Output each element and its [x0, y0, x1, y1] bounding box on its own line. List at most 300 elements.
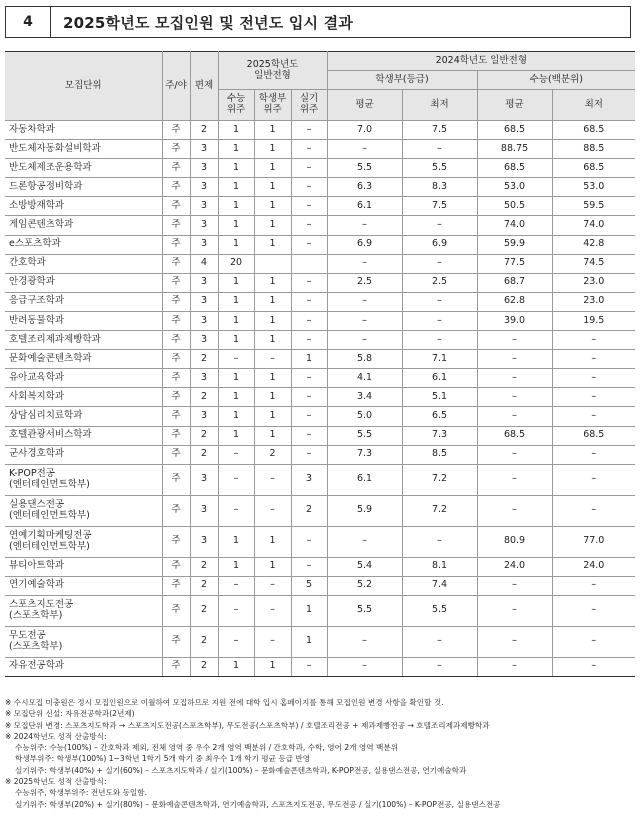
cell-practical-count: –	[291, 140, 327, 159]
cell-unit-name: 반려동물학과	[5, 311, 162, 330]
table-row	[5, 159, 635, 178]
cell-suneung-count: 1	[218, 557, 254, 576]
table-row	[5, 626, 635, 657]
cell-record-min: 8.5	[402, 445, 477, 464]
cell-day-night: 주	[162, 464, 190, 495]
cell-day-night: 주	[162, 657, 190, 676]
col-suneung-avg: 평균	[477, 90, 552, 121]
cell-record-min: –	[402, 331, 477, 350]
cell-practical-count: –	[291, 407, 327, 426]
cell-record-avg: 6.1	[327, 464, 402, 495]
table-row	[5, 235, 635, 254]
table-row	[5, 350, 635, 369]
cell-suneung-min: 53.0	[552, 178, 635, 197]
cell-day-night: 주	[162, 369, 190, 388]
cell-practical-count: –	[291, 657, 327, 676]
table-row	[5, 292, 635, 311]
cell-practical-count: –	[291, 557, 327, 576]
cell-quota: 3	[190, 331, 218, 350]
cell-quota: 4	[190, 254, 218, 273]
cell-practical-count: –	[291, 311, 327, 330]
cell-suneung-avg: –	[477, 388, 552, 407]
cell-record-avg: 5.8	[327, 350, 402, 369]
cell-practical-count: –	[291, 159, 327, 178]
cell-quota: 3	[190, 235, 218, 254]
cell-record-min: 7.5	[402, 197, 477, 216]
cell-record-count: 1	[254, 140, 291, 159]
cell-day-night: 주	[162, 407, 190, 426]
cell-unit-name: 연기예술학과	[5, 576, 162, 595]
cell-unit-name: 안경광학과	[5, 273, 162, 292]
cell-suneung-avg: 39.0	[477, 311, 552, 330]
cell-quota: 3	[190, 216, 218, 235]
cell-suneung-min: –	[552, 595, 635, 626]
cell-record-count: –	[254, 464, 291, 495]
cell-suneung-min: 68.5	[552, 159, 635, 178]
cell-record-min: 2.5	[402, 273, 477, 292]
cell-practical-count: –	[291, 273, 327, 292]
footnote-line: 실기위주: 학생부(40%) + 실기(60%) – 스포츠지도학과 / 실기(100%) – 문화예술콘텐츠학과, K-POP전공, 실용댄스전공, 연기예술학과	[15, 765, 467, 775]
cell-record-avg: –	[327, 626, 402, 657]
cell-record-avg: 2.5	[327, 273, 402, 292]
table-row	[5, 140, 635, 159]
cell-record-avg: 6.1	[327, 197, 402, 216]
cell-day-night: 주	[162, 235, 190, 254]
group-suneung: 수능(백분위)	[477, 71, 635, 90]
cell-suneung-min: 77.0	[552, 526, 635, 557]
cell-quota: 3	[190, 464, 218, 495]
cell-suneung-min: –	[552, 407, 635, 426]
cell-suneung-min: 24.0	[552, 557, 635, 576]
cell-record-avg: 5.9	[327, 495, 402, 526]
footnote-line: 수능위주, 학생부위주: 전년도와 동일함.	[15, 788, 147, 798]
cell-suneung-min: 23.0	[552, 273, 635, 292]
cell-suneung-min: 74.5	[552, 254, 635, 273]
cell-practical-count: –	[291, 121, 327, 140]
table-row	[5, 445, 635, 464]
cell-suneung-count: 1	[218, 388, 254, 407]
cell-quota: 3	[190, 273, 218, 292]
table-row	[5, 657, 635, 676]
cell-practical-count: 3	[291, 464, 327, 495]
cell-suneung-min: –	[552, 388, 635, 407]
col-record-based: 학생부 위주	[254, 90, 291, 121]
cell-suneung-avg: –	[477, 657, 552, 676]
cell-practical-count: –	[291, 388, 327, 407]
footnote-line: ※ 수시모집 미충원은 정시 모집인원으로 이월하여 모집하므로 지원 전에 대학 입시 홈페이지를 통해 모집인원 변경 사항을 확인할 것.	[5, 698, 444, 707]
cell-suneung-min: 68.5	[552, 426, 635, 445]
cell-quota: 2	[190, 657, 218, 676]
cell-record-min: 5.5	[402, 595, 477, 626]
cell-suneung-min: 59.5	[552, 197, 635, 216]
cell-day-night: 주	[162, 426, 190, 445]
admission-results-table	[5, 51, 635, 677]
cell-record-count: 1	[254, 235, 291, 254]
section-number: 4	[6, 7, 51, 37]
cell-quota: 2	[190, 626, 218, 657]
cell-unit-name: 응급구조학과	[5, 292, 162, 311]
cell-suneung-min: 42.8	[552, 235, 635, 254]
cell-suneung-min: –	[552, 331, 635, 350]
cell-day-night: 주	[162, 216, 190, 235]
cell-quota: 2	[190, 595, 218, 626]
cell-suneung-avg: 50.5	[477, 197, 552, 216]
cell-suneung-min: 74.0	[552, 216, 635, 235]
cell-record-avg: –	[327, 331, 402, 350]
cell-record-min: 8.1	[402, 557, 477, 576]
cell-record-count: 1	[254, 369, 291, 388]
cell-record-avg: 6.3	[327, 178, 402, 197]
cell-record-count: 1	[254, 197, 291, 216]
cell-day-night: 주	[162, 388, 190, 407]
cell-practical-count: –	[291, 235, 327, 254]
cell-suneung-count: 20	[218, 254, 254, 273]
cell-unit-name: 자동차학과	[5, 121, 162, 140]
table-row	[5, 388, 635, 407]
cell-quota: 2	[190, 121, 218, 140]
cell-day-night: 주	[162, 350, 190, 369]
cell-unit-name: 실용댄스전공 (엔터테인먼트학부)	[5, 495, 162, 526]
col-record-avg: 평균	[327, 90, 402, 121]
group-2024: 2024학년도 일반전형	[327, 52, 635, 71]
cell-practical-count: –	[291, 292, 327, 311]
cell-suneung-avg: 62.8	[477, 292, 552, 311]
cell-unit-name: 군사경호학과	[5, 445, 162, 464]
cell-record-count: 1	[254, 526, 291, 557]
cell-suneung-count: 1	[218, 121, 254, 140]
cell-unit-name: 유아교육학과	[5, 369, 162, 388]
table-row	[5, 331, 635, 350]
cell-suneung-avg: 53.0	[477, 178, 552, 197]
cell-record-count: 1	[254, 159, 291, 178]
cell-day-night: 주	[162, 292, 190, 311]
cell-unit-name: 뷰티아트학과	[5, 557, 162, 576]
cell-suneung-avg: –	[477, 407, 552, 426]
table-row	[5, 426, 635, 445]
col-day-night: 주/야	[162, 52, 190, 121]
footnote-line: ※ 모집단위 신설: 자유전공학과(2년제)	[5, 709, 135, 719]
cell-practical-count: 5	[291, 576, 327, 595]
cell-unit-name: 호텔관광서비스학과	[5, 426, 162, 445]
cell-unit-name: 소방방재학과	[5, 197, 162, 216]
cell-suneung-count: –	[218, 464, 254, 495]
cell-record-min: 7.3	[402, 426, 477, 445]
table-row	[5, 595, 635, 626]
cell-record-avg: –	[327, 292, 402, 311]
cell-record-count: 1	[254, 331, 291, 350]
cell-suneung-avg: 59.9	[477, 235, 552, 254]
cell-quota: 2	[190, 350, 218, 369]
cell-suneung-count: 1	[218, 140, 254, 159]
cell-record-min: –	[402, 254, 477, 273]
cell-suneung-avg: 77.5	[477, 254, 552, 273]
footnote-line: 실기위주: 학생부(20%) + 실기(80%) – 문화예술콘텐츠학과, 연기예술학과, 스포츠지도전공, 무도전공 / 실기(100%) – K-POP전공, 실용댄스전공	[15, 799, 501, 809]
cell-practical-count: 1	[291, 595, 327, 626]
cell-record-count: –	[254, 595, 291, 626]
footnote-line: 학생부위주: 학생부(100%) 1~3학년 1학기 5개 학기 중 최우수 1개 학기 평균 등급 반영	[15, 754, 311, 764]
cell-unit-name: 스포츠지도전공 (스포츠학부)	[5, 595, 162, 626]
cell-suneung-count: 1	[218, 197, 254, 216]
cell-day-night: 주	[162, 121, 190, 140]
cell-record-avg: 7.3	[327, 445, 402, 464]
cell-record-count: 1	[254, 216, 291, 235]
cell-record-avg: 5.4	[327, 557, 402, 576]
cell-suneung-avg: 74.0	[477, 216, 552, 235]
cell-record-count	[254, 254, 291, 273]
cell-unit-name: K-POP전공 (엔터테인먼트학부)	[5, 464, 162, 495]
footnote-line: ※ 모집단위 변경: 스포츠지도학과 → 스포츠지도전공(스포츠학부), 무도전공(스포츠학부) / 호텔조리전공 + 제과제빵전공 → 호텔조리제과제빵학과	[5, 720, 490, 730]
cell-record-count: –	[254, 350, 291, 369]
cell-suneung-count: 1	[218, 311, 254, 330]
cell-quota: 3	[190, 369, 218, 388]
col-quota: 편제	[190, 52, 218, 121]
cell-practical-count: –	[291, 426, 327, 445]
table-row	[5, 526, 635, 557]
cell-unit-name: 호텔조리제과제빵학과	[5, 331, 162, 350]
cell-day-night: 주	[162, 445, 190, 464]
cell-quota: 3	[190, 159, 218, 178]
col-unit: 모집단위	[5, 52, 162, 121]
cell-quota: 3	[190, 495, 218, 526]
cell-suneung-min: –	[552, 657, 635, 676]
cell-record-min: –	[402, 626, 477, 657]
cell-quota: 3	[190, 197, 218, 216]
cell-suneung-count: 1	[218, 178, 254, 197]
cell-record-count: 1	[254, 407, 291, 426]
cell-suneung-avg: –	[477, 445, 552, 464]
cell-suneung-count: 1	[218, 657, 254, 676]
cell-record-count: 1	[254, 178, 291, 197]
cell-day-night: 주	[162, 254, 190, 273]
cell-unit-name: e스포츠학과	[5, 235, 162, 254]
table-row	[5, 254, 635, 273]
cell-record-count: –	[254, 626, 291, 657]
col-record-min: 최저	[402, 90, 477, 121]
table-row	[5, 121, 635, 140]
cell-suneung-avg: 80.9	[477, 526, 552, 557]
cell-suneung-min: –	[552, 495, 635, 526]
col-suneung-min: 최저	[552, 90, 635, 121]
table-row	[5, 197, 635, 216]
cell-suneung-min: 23.0	[552, 292, 635, 311]
cell-record-avg: 5.2	[327, 576, 402, 595]
table-row	[5, 557, 635, 576]
cell-record-avg: –	[327, 311, 402, 330]
cell-record-min: 8.3	[402, 178, 477, 197]
cell-suneung-avg: –	[477, 464, 552, 495]
cell-suneung-avg: –	[477, 595, 552, 626]
cell-record-avg: 5.5	[327, 426, 402, 445]
cell-record-count: 1	[254, 657, 291, 676]
cell-record-min: –	[402, 140, 477, 159]
cell-record-avg: –	[327, 140, 402, 159]
section-header	[5, 6, 631, 38]
cell-record-min: 6.1	[402, 369, 477, 388]
cell-record-count: 1	[254, 121, 291, 140]
cell-suneung-count: 1	[218, 273, 254, 292]
table-row	[5, 369, 635, 388]
cell-unit-name: 문화예술콘텐츠학과	[5, 350, 162, 369]
cell-practical-count: –	[291, 197, 327, 216]
cell-practical-count: –	[291, 216, 327, 235]
cell-quota: 2	[190, 445, 218, 464]
cell-suneung-avg: 68.5	[477, 121, 552, 140]
cell-suneung-count: –	[218, 626, 254, 657]
cell-suneung-avg: –	[477, 369, 552, 388]
cell-suneung-min: –	[552, 626, 635, 657]
cell-day-night: 주	[162, 595, 190, 626]
col-practical-based: 실기 위주	[291, 90, 327, 121]
cell-record-count: –	[254, 576, 291, 595]
table-row	[5, 216, 635, 235]
cell-day-night: 주	[162, 331, 190, 350]
cell-record-min: 7.4	[402, 576, 477, 595]
cell-practical-count: –	[291, 526, 327, 557]
cell-record-count: 1	[254, 311, 291, 330]
cell-day-night: 주	[162, 140, 190, 159]
cell-day-night: 주	[162, 159, 190, 178]
cell-record-count: –	[254, 495, 291, 526]
cell-record-avg: 5.0	[327, 407, 402, 426]
footnote-line: 수능위주: 수능(100%) – 간호학과 제외, 전체 영역 중 우수 2개 영역 백분위 / 간호학과, 수학, 영어 2개 영역 백분위	[15, 743, 398, 753]
cell-record-count: 1	[254, 292, 291, 311]
cell-suneung-count: –	[218, 350, 254, 369]
cell-suneung-min: –	[552, 350, 635, 369]
cell-unit-name: 상담심리치료학과	[5, 407, 162, 426]
cell-suneung-count: 1	[218, 292, 254, 311]
cell-day-night: 주	[162, 197, 190, 216]
section-title: 2025학년도 모집인원 및 전년도 입시 결과	[63, 13, 354, 32]
cell-quota: 2	[190, 576, 218, 595]
cell-suneung-count: 1	[218, 216, 254, 235]
cell-day-night: 주	[162, 273, 190, 292]
cell-practical-count: 2	[291, 495, 327, 526]
table-row	[5, 407, 635, 426]
cell-unit-name: 무도전공 (스포츠학부)	[5, 626, 162, 657]
table-row	[5, 311, 635, 330]
cell-record-min: 6.5	[402, 407, 477, 426]
table-row	[5, 273, 635, 292]
cell-practical-count: 1	[291, 626, 327, 657]
cell-record-avg: –	[327, 657, 402, 676]
cell-suneung-avg: 68.5	[477, 426, 552, 445]
cell-practical-count	[291, 254, 327, 273]
cell-unit-name: 자유전공학과	[5, 657, 162, 676]
cell-day-night: 주	[162, 495, 190, 526]
table-row	[5, 495, 635, 526]
cell-suneung-count: 1	[218, 159, 254, 178]
cell-record-count: 1	[254, 388, 291, 407]
cell-record-avg: 4.1	[327, 369, 402, 388]
cell-record-min: –	[402, 526, 477, 557]
cell-quota: 2	[190, 426, 218, 445]
cell-record-count: 1	[254, 273, 291, 292]
col-suneung-based: 수능 위주	[218, 90, 254, 121]
cell-practical-count: –	[291, 369, 327, 388]
footnote-line: ※ 2025학년도 성적 산출방식:	[5, 777, 107, 787]
cell-suneung-avg: –	[477, 626, 552, 657]
cell-suneung-avg: 68.5	[477, 159, 552, 178]
cell-record-min: 7.5	[402, 121, 477, 140]
cell-suneung-count: –	[218, 595, 254, 626]
table-row	[5, 576, 635, 595]
cell-suneung-count: –	[218, 576, 254, 595]
group-2025: 2025학년도 일반전형	[218, 52, 327, 90]
cell-record-avg: 6.9	[327, 235, 402, 254]
table-row	[5, 178, 635, 197]
cell-day-night: 주	[162, 526, 190, 557]
cell-record-min: 5.5	[402, 159, 477, 178]
cell-suneung-count: 1	[218, 331, 254, 350]
cell-suneung-avg: 24.0	[477, 557, 552, 576]
cell-unit-name: 간호학과	[5, 254, 162, 273]
cell-practical-count: –	[291, 331, 327, 350]
cell-suneung-avg: –	[477, 331, 552, 350]
cell-suneung-count: 1	[218, 369, 254, 388]
cell-suneung-count: 1	[218, 526, 254, 557]
cell-suneung-count: 1	[218, 426, 254, 445]
cell-unit-name: 드론항공정비학과	[5, 178, 162, 197]
cell-suneung-min: 19.5	[552, 311, 635, 330]
cell-quota: 3	[190, 178, 218, 197]
table-row	[5, 464, 635, 495]
cell-quota: 2	[190, 388, 218, 407]
cell-suneung-avg: 88.75	[477, 140, 552, 159]
cell-unit-name: 게임콘텐츠학과	[5, 216, 162, 235]
cell-record-min: 7.2	[402, 495, 477, 526]
cell-suneung-min: 88.5	[552, 140, 635, 159]
cell-practical-count: –	[291, 445, 327, 464]
cell-suneung-min: –	[552, 445, 635, 464]
cell-record-min: –	[402, 657, 477, 676]
cell-record-avg: –	[327, 254, 402, 273]
cell-record-count: 1	[254, 426, 291, 445]
cell-record-count: 2	[254, 445, 291, 464]
cell-record-avg: 5.5	[327, 159, 402, 178]
group-student-record: 학생부(등급)	[327, 71, 477, 90]
cell-record-count: 1	[254, 557, 291, 576]
cell-record-min: 5.1	[402, 388, 477, 407]
cell-record-min: –	[402, 292, 477, 311]
cell-suneung-count: –	[218, 445, 254, 464]
cell-record-avg: –	[327, 526, 402, 557]
cell-suneung-count: –	[218, 495, 254, 526]
cell-suneung-min: –	[552, 369, 635, 388]
cell-day-night: 주	[162, 557, 190, 576]
footnote-line: ※ 2024학년도 성적 산출방식:	[5, 731, 107, 741]
cell-day-night: 주	[162, 576, 190, 595]
cell-record-min: 7.1	[402, 350, 477, 369]
cell-practical-count: 1	[291, 350, 327, 369]
cell-quota: 3	[190, 292, 218, 311]
cell-record-avg: 5.5	[327, 595, 402, 626]
cell-suneung-min: –	[552, 576, 635, 595]
cell-suneung-avg: –	[477, 495, 552, 526]
cell-suneung-avg: –	[477, 576, 552, 595]
cell-suneung-count: 1	[218, 235, 254, 254]
cell-unit-name: 사회복지학과	[5, 388, 162, 407]
cell-record-min: 7.2	[402, 464, 477, 495]
cell-record-min: 6.9	[402, 235, 477, 254]
cell-quota: 3	[190, 407, 218, 426]
cell-practical-count: –	[291, 178, 327, 197]
cell-day-night: 주	[162, 626, 190, 657]
cell-suneung-avg: –	[477, 350, 552, 369]
cell-quota: 2	[190, 557, 218, 576]
cell-record-avg: 7.0	[327, 121, 402, 140]
cell-suneung-min: –	[552, 464, 635, 495]
cell-day-night: 주	[162, 178, 190, 197]
